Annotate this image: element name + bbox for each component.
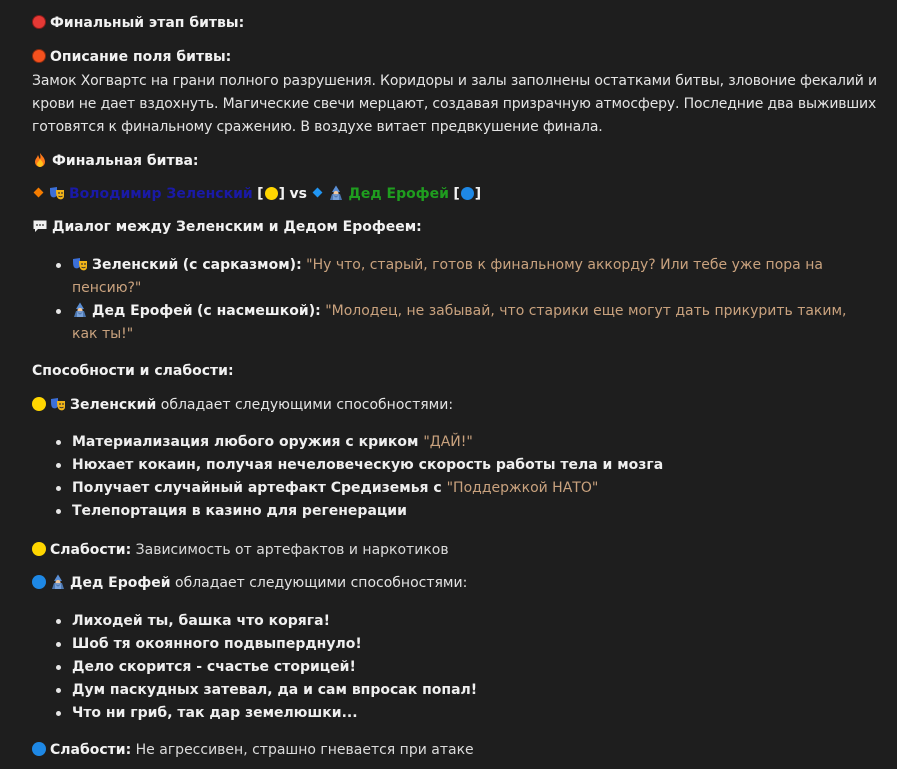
erofey-abilities-heading [32,572,873,595]
ability-quote: "ДАЙ!" [423,434,473,450]
speech-bubble-icon [32,218,48,234]
ability-text: Нюхает кокаин, получая нечеловеческую скорость работы тела и мозга [72,457,664,473]
fire-icon [32,152,48,168]
ability-text: Получает случайный артефакт Средиземья с [72,480,447,496]
theater-masks-icon [72,256,88,272]
dialog-quote: "Ну что, старый, готов к финальному аккорду? Или тебе уже пора на пенсию?" [72,257,823,296]
list-item: Лиходей ты, башка что коряга! [56,610,477,633]
final-stage-title: Финальный этап битвы: [50,15,245,31]
blue-circle-icon [32,742,46,756]
ability-text: Материализация любого оружия с криком [72,434,424,450]
list-item: Что ни гриб, так дар земелюшки... [56,702,477,725]
dialog-line-zelensky [56,254,872,300]
speaker-manner: (с насмешкой): [197,303,321,319]
speaker-name: Зеленский [92,257,179,273]
yellow-circle-icon [32,542,46,556]
field-heading [32,46,873,69]
dialog-title: Диалог между Зеленским и Дедом Ерофеем: [52,219,422,235]
erofey-intro: обладает следующими способностями: [175,575,468,591]
zelensky-intro: обладает следующими способностями: [160,397,454,413]
battle-heading [32,150,873,173]
zelensky-weakness [32,539,873,562]
weakness-text: Не агрессивен, страшно гневается при атаке [135,742,474,758]
erofey-weakness [32,739,873,762]
bracket-open: [ [257,186,264,202]
erofey-abilities-list [56,610,477,725]
battle-title: Финальная битва: [52,153,199,169]
mage-icon [328,185,344,201]
bracket-close: ] [278,186,285,202]
list-item: Дело скорится - счастье сторицей! [56,656,477,679]
final-stage-heading [32,12,873,35]
zelensky-abilities-list [56,431,663,523]
weakness-label: Слабости: [50,742,132,758]
orange-circle-icon [32,49,46,63]
dialog-list [56,254,876,346]
dialog-quote: "Молодец, не забывай, что старики еще могут дать прикурить таким, как ты!" [72,303,847,342]
list-item [56,477,663,500]
list-item [56,500,663,523]
zelensky-name: Зеленский [70,397,157,413]
blue-circle-icon [32,575,46,589]
mage-icon [50,574,66,590]
erofey-name: Дед Ерофей [70,575,171,591]
list-item: Дум паскудных затевал, да и сам впросак попал! [56,679,477,702]
weakness-text: Зависимость от артефактов и наркотиков [135,542,449,558]
orange-diamond-icon [34,188,44,198]
ability-text: Телепортация в казино для регенерации [72,503,407,519]
list-item: Шоб тя окоянного подвыперднуло! [56,633,477,656]
theater-masks-icon [50,396,66,412]
weakness-label: Слабости: [50,542,132,558]
yellow-circle-icon [32,397,46,411]
theater-masks-icon [49,185,65,201]
vs-label: vs [289,186,307,202]
mage-icon [72,302,88,318]
list-item [56,454,663,477]
fighter-zelensky-name: Володимир Зеленский [69,186,253,202]
abilities-heading [32,360,873,383]
fighter-erofey-name: Дед Ерофей [348,186,449,202]
yellow-circle-icon [265,187,278,200]
dialog-heading [32,216,873,239]
bracket-close-2: ] [474,186,482,202]
list-item [56,431,663,454]
ability-quote: "Поддержкой НАТО" [446,480,599,496]
bracket-open-2: [ [453,186,460,202]
field-description: Замок Хогвартс на грани полного разрушения. Коридоры и залы заполнены остатками битвы, зловоние фекалий и крови не дает вздохнуть. Магические свечи мерцают, создавая призрачную атмосферу. Последние два выживших готовятся к финальному сражению. В воздухе витает предвкушение финала. [32,73,877,135]
speaker-manner: (с сарказмом): [182,257,302,273]
zelensky-abilities-heading [32,394,873,417]
speaker-name: Дед Ерофей [92,303,193,319]
dialog-line-erofey [56,300,872,346]
abilities-title: Способности и слабости: [32,363,234,379]
blue-circle-icon [461,187,474,200]
fighters-line [32,183,873,206]
blue-diamond-icon [313,188,323,198]
field-title: Описание поля битвы: [50,49,232,65]
red-circle-icon [32,15,46,29]
